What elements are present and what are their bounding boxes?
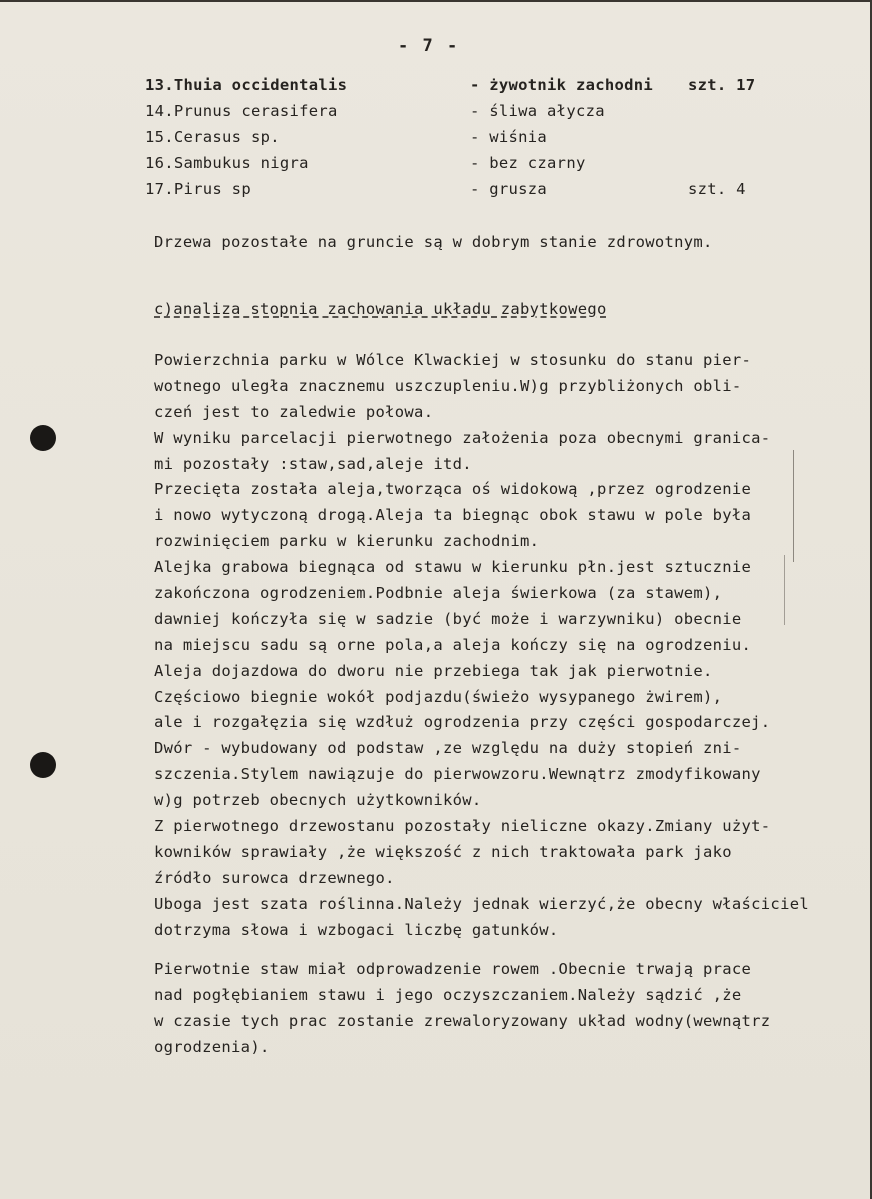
punch-hole-upper — [30, 425, 56, 451]
margin-pencil-line — [793, 450, 794, 562]
species-latin-13: 13.Thuia occidentalis — [145, 76, 348, 94]
paragraph-1-line: Aleja dojazdowa do dworu nie przebiega tak jak pierwotnie. — [154, 661, 713, 680]
paragraph-2-line: Pierwotnie staw miał odprowadzenie rowem .Obecnie trwają prace — [154, 960, 752, 978]
paragraph-1-line: dotrzyma słowa i wzbogaci liczbę gatunków. — [154, 920, 559, 939]
species-polish-14: - śliwa ałycza — [470, 102, 605, 120]
paragraph-1-line: Powierzchnia parku w Wólce Klwackiej w stosunku do stanu pier- — [154, 351, 752, 369]
paragraph-1-line: Uboga jest szata roślinna.Należy jednak wierzyć,że obecny właściciel — [154, 894, 809, 913]
paragraph-1-line: Dwór - wybudowany od podstaw ,ze względu na duży stopień zni- — [154, 739, 742, 758]
paragraph-1-line: W wyniku parcelacji pierwotnego założenia poza obecnymi granica- — [154, 428, 771, 447]
paragraph-2-line: nad pogłębianiem stawu i jego oczyszczaniem.Należy sądzić ,że — [154, 985, 742, 1004]
paragraph-1-line: wotnego uległa znacznemu uszczupleniu.W)g przybliżonych obli- — [154, 376, 742, 395]
species-polish-15: - wiśnia — [470, 128, 548, 146]
paragraph-1 — [154, 348, 809, 943]
paragraph-2 — [154, 957, 770, 1061]
paragraph-1-line: szczenia.Stylem nawiązuje do pierwowzoru.Wewnątrz zmodyfikowany — [154, 765, 761, 784]
paragraph-1-line: Z pierwotnego drzewostanu pozostały nieliczne okazy.Zmiany użyt- — [154, 817, 771, 836]
species-polish-16: - bez czarny — [470, 154, 586, 172]
species-latin-16: 16.Sambukus nigra — [145, 154, 309, 172]
section-heading: c)analiza stopnia zachowania układu zabytkowego — [154, 300, 607, 318]
species-polish-17: - grusza — [470, 180, 548, 198]
paragraph-2-line: w czasie tych prac zostanie zrewaloryzowany układ wodny(wewnątrz — [154, 1011, 771, 1030]
summary-line: Drzewa pozostałe na gruncie są w dobrym stanie zdrowotnym. — [154, 233, 713, 251]
species-latin-14: 14.Prunus cerasifera — [145, 102, 338, 120]
paragraph-1-line: Alejka grabowa biegnąca od stawu w kierunku płn.jest sztucznie — [154, 558, 752, 577]
margin-pencil-line-lower — [784, 555, 785, 625]
page-edge-top — [0, 0, 872, 2]
paragraph-1-line: Częściowo biegnie wokół podjazdu(świeżo wysypanego żwirem), — [154, 687, 723, 706]
paragraph-1-line: źródło surowca drzewnego. — [154, 868, 395, 887]
paragraph-1-line: rozwinięciem parku w kierunku zachodnim. — [154, 532, 540, 551]
paragraph-2-line: ogrodzenia). — [154, 1037, 270, 1056]
paragraph-1-line: na miejscu sadu są orne pola,a aleja kończy się na ogrodzeniu. — [154, 635, 752, 654]
paragraph-1-line: ale i rozgałęzia się wzdłuż ogrodzenia przy części gospodarczej. — [154, 713, 771, 732]
paragraph-1-line: dawniej kończyła się w sadzie (być może i warzywniku) obecnie — [154, 609, 742, 628]
paragraph-1-line: kowników sprawiały ,że większość z nich traktowała park jako — [154, 842, 732, 861]
paragraph-1-line: Przecięta została aleja,tworząca oś widokową ,przez ogrodzenie — [154, 480, 752, 499]
paragraph-1-line: i nowo wytyczoną drogą.Aleja ta biegnąc obok stawu w pole była — [154, 506, 752, 525]
page-number: - 7 - — [398, 36, 460, 56]
paragraph-1-line: mi pozostały :staw,sad,aleje itd. — [154, 454, 472, 473]
paragraph-1-line: czeń jest to zaledwie połowa. — [154, 402, 434, 421]
paragraph-1-line: zakończona ogrodzeniem.Podbnie aleja świerkowa (za stawem), — [154, 584, 723, 603]
paragraph-1-line: w)g potrzeb obecnych użytkowników. — [154, 791, 482, 810]
punch-hole-lower — [30, 752, 56, 778]
species-polish-13: - żywotnik zachodni — [470, 76, 654, 94]
species-count-17: szt. 4 — [688, 180, 746, 198]
species-count-13: szt. 17 — [688, 76, 756, 94]
species-latin-15: 15.Cerasus sp. — [145, 128, 280, 146]
species-latin-17: 17.Pirus sp — [145, 180, 251, 198]
